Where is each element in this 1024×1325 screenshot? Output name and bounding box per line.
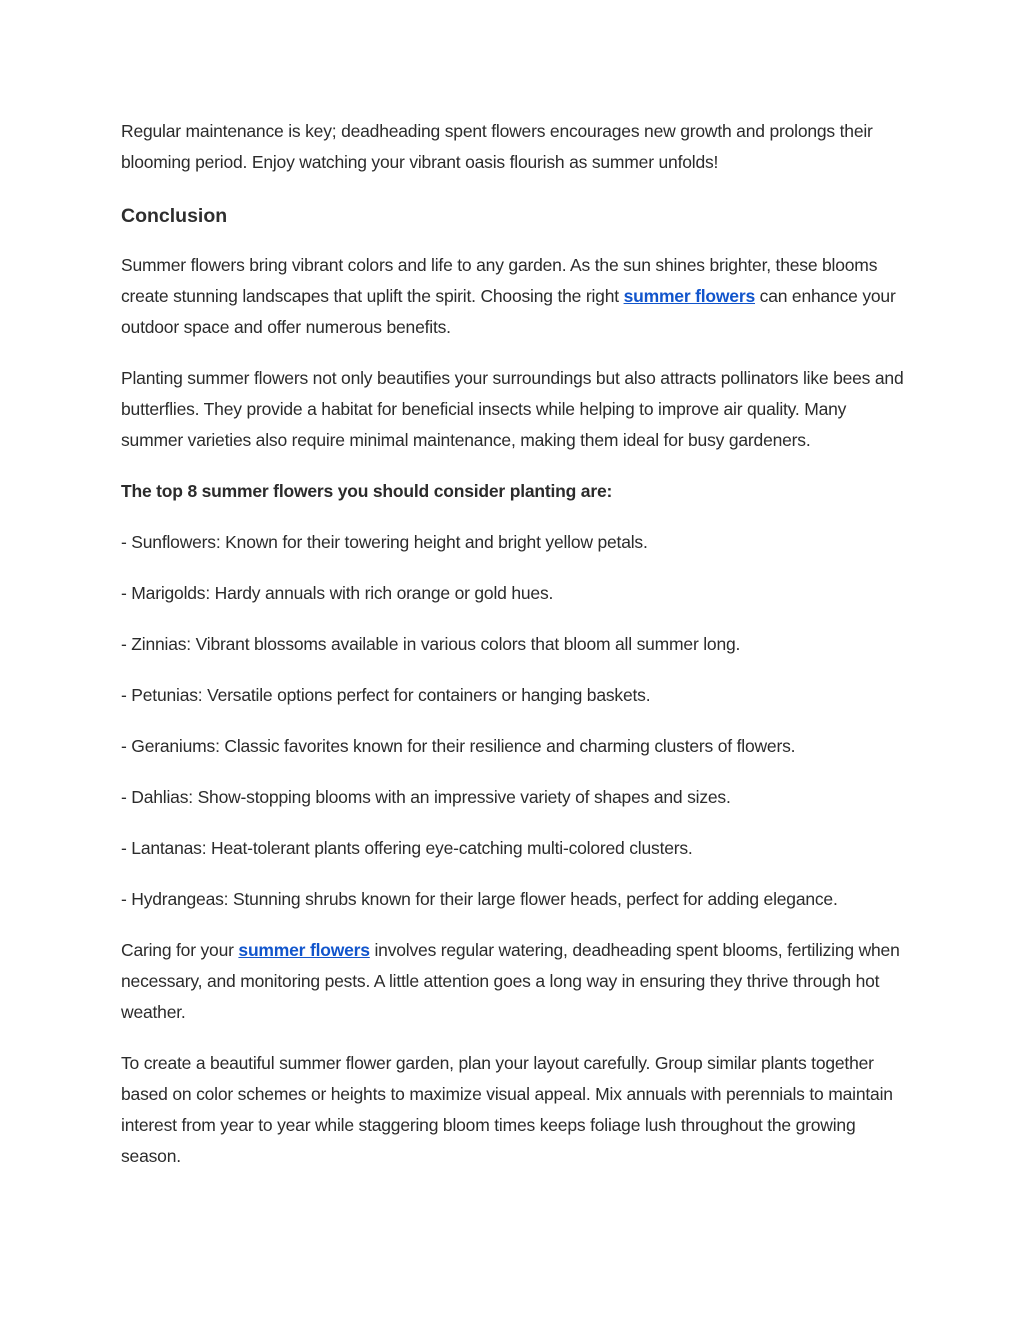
list-item-geraniums: - Geraniums: Classic favorites known for their resilience and charming clusters of flowers. xyxy=(121,736,796,756)
list-item-sunflowers: - Sunflowers: Known for their towering height and bright yellow petals. xyxy=(121,532,648,552)
caring-text-before: Caring for your xyxy=(121,940,239,960)
list-item-marigolds: - Marigolds: Hardy annuals with rich orange or gold hues. xyxy=(121,583,554,603)
benefits-paragraph: Planting summer flowers not only beautifies your surroundings but also attracts pollinators like bees and butterflies. They provide a habitat for beneficial insects while helping to improve air quality. Many summer varieties also require minimal maintenance, making them ideal for busy gardeners. xyxy=(121,368,904,450)
list-item-dahlias: - Dahlias: Show-stopping blooms with an impressive variety of shapes and sizes. xyxy=(121,787,731,807)
list-item-hydrangeas: - Hydrangeas: Stunning shrubs known for their large flower heads, perfect for adding elegance. xyxy=(121,889,838,909)
list-item-zinnias: - Zinnias: Vibrant blossoms available in various colors that bloom all summer long. xyxy=(121,634,741,654)
garden-plan-paragraph: To create a beautiful summer flower garden, plan your layout carefully. Group similar plants together based on color schemes or heights to maximize visual appeal. Mix annuals with perennials to maintain interest from year to year while staggering bloom times keeps foliage lush throughout the growing season. xyxy=(121,1053,893,1166)
maintenance-paragraph: Regular maintenance is key; deadheading spent flowers encourages new growth and prolongs their blooming period. Enjoy watching your vibrant oasis flourish as summer unfolds! xyxy=(121,121,873,172)
caring-text-after: involves regular watering, deadheading spent blooms, fertilizing when necessary, and monitoring pests. A little attention goes a long way in ensuring they thrive through hot weather. xyxy=(121,940,900,1022)
list-intro: The top 8 summer flowers you should consider planting are: xyxy=(121,481,613,501)
summer-flowers-link[interactable]: summer flowers xyxy=(623,286,755,306)
list-item-petunias: - Petunias: Versatile options perfect for containers or hanging baskets. xyxy=(121,685,651,705)
summer-flowers-link-2[interactable]: summer flowers xyxy=(238,940,370,960)
caring-paragraph xyxy=(121,935,911,1028)
intro-text-before: Summer flowers bring vibrant colors and life to any garden. As the sun shines brighter, these blooms create stunning landscapes that uplift the spirit. Choosing the right xyxy=(121,255,878,306)
document-page xyxy=(121,116,911,1172)
intro-paragraph xyxy=(121,250,911,343)
intro-text-after: can enhance your outdoor space and offer numerous benefits. xyxy=(121,286,896,337)
conclusion-heading: Conclusion xyxy=(121,205,228,227)
list-item-lantanas: - Lantanas: Heat-tolerant plants offering eye-catching multi-colored clusters. xyxy=(121,838,693,858)
